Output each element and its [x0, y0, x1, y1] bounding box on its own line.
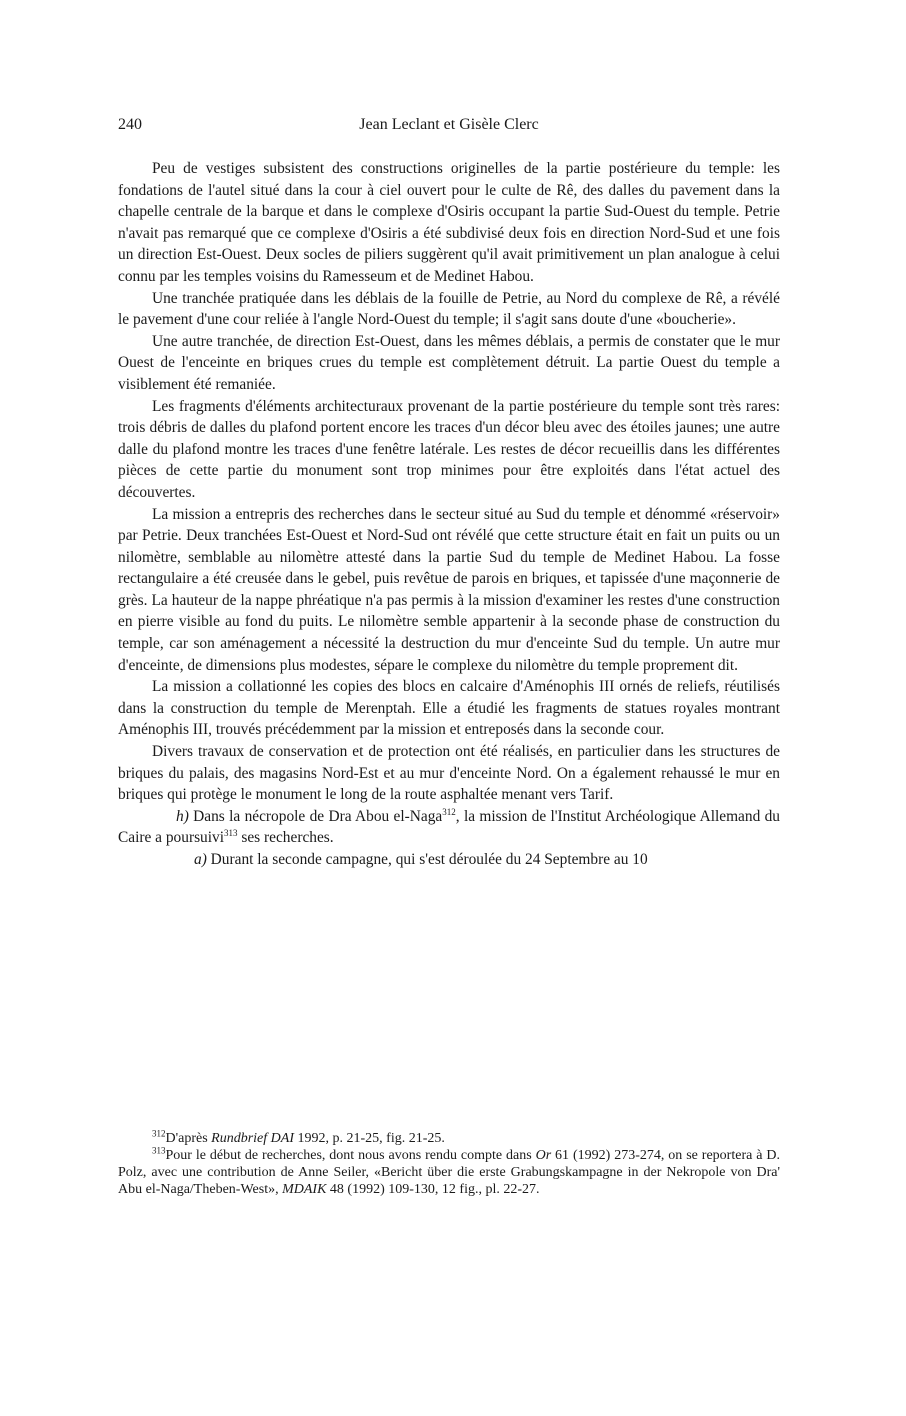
- section-h-paragraph: [118, 806, 780, 849]
- footnote-text: 48 (1992) 109-130, 12 fig., pl. 22-27.: [326, 1182, 540, 1197]
- paragraph: Peu de vestiges subsistent des constructions originelles de la partie postérieure du temple: les fondations de l'autel situé dans la cour à ciel ouvert pour le culte de Rê, des dalles du pavement dans la chapelle centrale de la barque et dans le complexe d'Osiris occupant la partie Sud-Ouest du temple. Petrie n'avait pas remarqué que ce complexe d'Osiris a été subdivisé deux fois en direction Nord-Sud et une fois un direction Est-Ouest. Deux socles de piliers suggèrent qu'il avait primitivement un plan analogue à celui connu par les temples voisins du Ramesseum et de Medinet Habou.: [118, 160, 780, 285]
- paragraph: Les fragments d'éléments architecturaux provenant de la partie postérieure du temple sont très rares: trois débris de dalles du plafond portent encore les traces d'un décor bleu avec des étoiles jaunes; une autre dalle du plafond montre les traces d'une fenêtre latérale. Les restes de décor recueillis dans les différentes pièces de cette partie du monument sont trop minimes pour être exploités dans l'état actuel des découvertes.: [118, 397, 780, 501]
- footnote-number: 312: [152, 1128, 166, 1139]
- footnote-text: D'après: [165, 1131, 212, 1146]
- footnote-number: 313: [152, 1145, 166, 1156]
- footnote-312: [118, 1130, 780, 1147]
- footnotes: [118, 1130, 780, 1198]
- section-a-text: Durant la seconde campagne, qui s'est déroulée du 24 Septembre au 10: [206, 851, 648, 868]
- page-number: 240: [118, 116, 142, 133]
- paragraph: Divers travaux de conservation et de protection ont été réalisés, en particulier dans les structures de briques du palais, des magasins Nord-Est et au mur d'enceinte Nord. On a également rehaussé le mur en briques qui protège le monument le long de la route asphaltée menant vers Tarif.: [118, 743, 780, 804]
- page-header: [118, 116, 780, 138]
- running-head: Jean Leclant et Gisèle Clerc: [359, 116, 539, 133]
- paragraph: La mission a entrepris des recherches dans le secteur situé au Sud du temple et dénommé «réservoir» par Petrie. Deux tranchées Est-Ouest et Nord-Sud ont révélé que cette structure était en fait un puits ou un nilomètre, semblable au nilomètre attesté dans la partie Sud du temple de Medinet Habou. La fosse rectangulaire a été creusée dans le gebel, puis revêtue de parois en briques, et tapissée d'une maçonnerie de grès. La hauteur de la nappe phréatique n'a pas permis à la mission d'examiner les restes d'une construction en pierre visible au fond du puits. Le nilomètre semble appartenir à la seconde phase de construction du temple, car son aménagement a nécessité la destruction du mur d'enceinte Sud du temple. Un autre mur d'enceinte, de dimensions plus modestes, sépare le complexe du nilomètre du temple proprement dit.: [118, 505, 780, 674]
- section-h-text: , la mission de l'Institut Archéologique Allemand du Caire a poursuivi: [118, 807, 781, 847]
- publication-title: Rundbrief DAI: [211, 1131, 294, 1146]
- section-a-paragraph: [118, 849, 780, 871]
- publication-title: MDAIK: [282, 1182, 327, 1197]
- footnote-text: 1992, p. 21-25, fig. 21-25.: [294, 1131, 445, 1146]
- section-a-label: a): [194, 851, 207, 868]
- paragraph: Une tranchée pratiquée dans les déblais de la fouille de Petrie, au Nord du complexe de Rê, a révélé le pavement d'une cour reliée à l'angle Nord-Ouest du temple; il s'agit sans doute d'une «boucherie».: [118, 289, 780, 329]
- footnote-313: [118, 1147, 780, 1198]
- section-h-text: Dans la nécropole de Dra Abou el-Naga: [188, 807, 443, 825]
- publication-title: Or: [535, 1148, 552, 1163]
- section-h-text: ses recherches.: [237, 829, 334, 847]
- footnote-text: Pour le début de recherches, dont nous avons rendu compte dans: [165, 1148, 536, 1163]
- body-text: [118, 158, 780, 871]
- paragraph: Une autre tranchée, de direction Est-Ouest, dans les mêmes déblais, a permis de constater que le mur Ouest de l'enceinte en briques crues du temple est complètement détruit. La partie Ouest du temple a visiblement été remaniée.: [118, 332, 780, 393]
- footnote-text: 61 (1992) 273-274, on se reportera à D. Polz, avec une contribution de Anne Seiler, «Bericht über die erste Grabungskampagne in der Nekropole von Dra' Abu el-Naga/Theben-West»,: [118, 1148, 780, 1197]
- footnote-ref-313[interactable]: 313: [224, 828, 238, 839]
- paragraph: La mission a collationné les copies des blocs en calcaire d'Aménophis III ornés de reliefs, réutilisés dans la construction du temple de Merenptah. Elle a étudié les fragments de statues royales montrant Aménophis III, trouvés précédemment par la mission et entreposés dans la seconde cour.: [118, 678, 780, 739]
- footnote-ref-312[interactable]: 312: [442, 806, 456, 817]
- section-h-label: h): [176, 807, 189, 825]
